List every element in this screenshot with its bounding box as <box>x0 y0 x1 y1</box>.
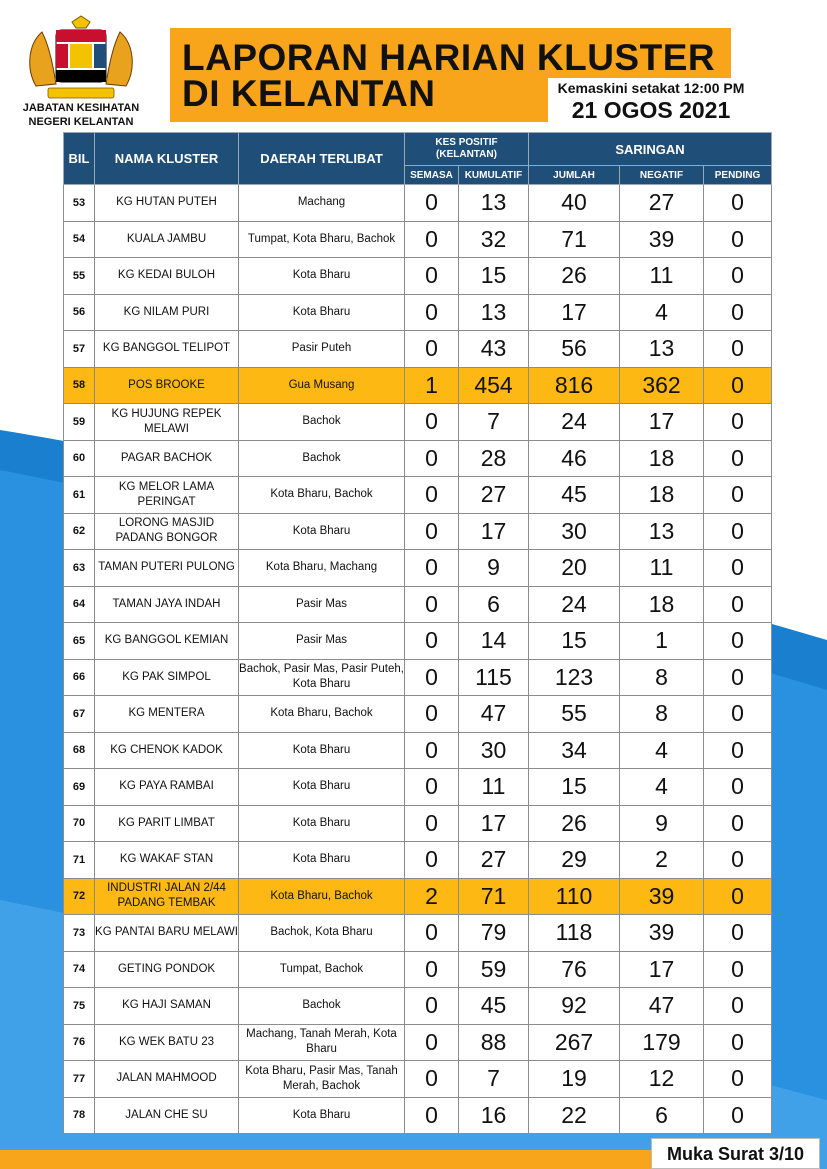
cell-cluster-name: KG MENTERA <box>95 696 239 733</box>
cell-district: Machang, Tanah Merah, Kota Bharu <box>239 1024 405 1061</box>
cell-current: 0 <box>405 623 459 660</box>
cell-cluster-name: KG WAKAF STAN <box>95 842 239 879</box>
cell-current: 0 <box>405 842 459 879</box>
cell-pending: 0 <box>704 331 772 368</box>
cluster-table <box>63 132 772 1134</box>
cell-cumulative: 16 <box>459 1097 529 1134</box>
table-row <box>64 294 772 331</box>
cell-bil: 70 <box>64 805 95 842</box>
cell-cluster-name: KG PAK SIMPOL <box>95 659 239 696</box>
cell-negative: 179 <box>620 1024 704 1061</box>
cell-total: 56 <box>529 331 620 368</box>
page-number: Muka Surat 3/10 <box>666 1144 805 1164</box>
cell-district: Tumpat, Kota Bharu, Bachok <box>239 221 405 258</box>
cell-cumulative: 88 <box>459 1024 529 1061</box>
cell-pending: 0 <box>704 915 772 952</box>
table-row <box>64 185 772 222</box>
cell-district: Pasir Mas <box>239 586 405 623</box>
cell-total: 22 <box>529 1097 620 1134</box>
cell-district: Pasir Mas <box>239 623 405 660</box>
cell-district: Kota Bharu <box>239 805 405 842</box>
cell-cluster-name: JALAN MAHMOOD <box>95 1061 239 1098</box>
agency-name <box>10 101 152 129</box>
cell-cumulative: 17 <box>459 805 529 842</box>
cell-pending: 0 <box>704 732 772 769</box>
cell-district: Kota Bharu, Machang <box>239 550 405 587</box>
cell-total: 92 <box>529 988 620 1025</box>
cell-total: 29 <box>529 842 620 879</box>
table-row <box>64 440 772 477</box>
cell-total: 76 <box>529 951 620 988</box>
cell-pending: 0 <box>704 367 772 404</box>
cell-cluster-name: KG HAJI SAMAN <box>95 988 239 1025</box>
cell-negative: 1 <box>620 623 704 660</box>
cell-bil: 59 <box>64 404 95 441</box>
cell-total: 20 <box>529 550 620 587</box>
header-current: SEMASA <box>405 166 459 185</box>
cell-cluster-name: KG PAYA RAMBAI <box>95 769 239 806</box>
cell-cumulative: 43 <box>459 331 529 368</box>
cell-total: 24 <box>529 586 620 623</box>
cell-cumulative: 32 <box>459 221 529 258</box>
table-row <box>64 842 772 879</box>
cell-negative: 39 <box>620 221 704 258</box>
cell-district: Pasir Puteh <box>239 331 405 368</box>
cell-current: 2 <box>405 878 459 915</box>
cell-bil: 78 <box>64 1097 95 1134</box>
cell-cumulative: 13 <box>459 185 529 222</box>
table-row <box>64 331 772 368</box>
cell-cumulative: 14 <box>459 623 529 660</box>
cell-district: Gua Musang <box>239 367 405 404</box>
cell-bil: 53 <box>64 185 95 222</box>
cell-negative: 18 <box>620 586 704 623</box>
cell-pending: 0 <box>704 477 772 514</box>
cell-cluster-name: KG MELOR LAMA PERINGAT <box>95 477 239 514</box>
header-cluster-name: NAMA KLUSTER <box>95 133 239 185</box>
cell-current: 0 <box>405 951 459 988</box>
cell-cluster-name: TAMAN JAYA INDAH <box>95 586 239 623</box>
table-row <box>64 988 772 1025</box>
cell-total: 17 <box>529 294 620 331</box>
cell-cumulative: 28 <box>459 440 529 477</box>
page-number-box <box>651 1138 820 1169</box>
table-row <box>64 258 772 295</box>
table-row <box>64 878 772 915</box>
cell-bil: 74 <box>64 951 95 988</box>
cell-current: 0 <box>405 1097 459 1134</box>
cell-district: Kota Bharu, Pasir Mas, Tanah Merah, Bachok <box>239 1061 405 1098</box>
table-row <box>64 404 772 441</box>
malaysia-coat-of-arms-icon <box>22 14 140 104</box>
cell-district: Bachok <box>239 988 405 1025</box>
cell-total: 34 <box>529 732 620 769</box>
cell-cumulative: 79 <box>459 915 529 952</box>
cell-pending: 0 <box>704 550 772 587</box>
cell-negative: 362 <box>620 367 704 404</box>
cell-bil: 75 <box>64 988 95 1025</box>
cell-current: 0 <box>405 659 459 696</box>
cell-cluster-name: LORONG MASJID PADANG BONGOR <box>95 513 239 550</box>
cell-negative: 4 <box>620 732 704 769</box>
update-label: Kemaskini setakat 12:00 PM <box>557 80 745 96</box>
cell-total: 40 <box>529 185 620 222</box>
cell-cumulative: 59 <box>459 951 529 988</box>
cell-current: 0 <box>405 258 459 295</box>
cell-cumulative: 115 <box>459 659 529 696</box>
cell-current: 0 <box>405 404 459 441</box>
cell-cumulative: 27 <box>459 477 529 514</box>
cell-total: 15 <box>529 769 620 806</box>
cell-cumulative: 454 <box>459 367 529 404</box>
table-row <box>64 696 772 733</box>
header-cumulative: KUMULATIF <box>459 166 529 185</box>
cell-negative: 11 <box>620 550 704 587</box>
cell-total: 267 <box>529 1024 620 1061</box>
update-date-box <box>548 78 754 126</box>
cell-total: 71 <box>529 221 620 258</box>
cell-pending: 0 <box>704 951 772 988</box>
cell-pending: 0 <box>704 659 772 696</box>
cell-bil: 65 <box>64 623 95 660</box>
cell-current: 0 <box>405 221 459 258</box>
cell-pending: 0 <box>704 1061 772 1098</box>
cell-negative: 13 <box>620 513 704 550</box>
cell-negative: 4 <box>620 769 704 806</box>
cell-negative: 8 <box>620 696 704 733</box>
cell-pending: 0 <box>704 696 772 733</box>
cell-bil: 54 <box>64 221 95 258</box>
cell-current: 0 <box>405 440 459 477</box>
cell-pending: 0 <box>704 1024 772 1061</box>
cell-negative: 13 <box>620 331 704 368</box>
cell-pending: 0 <box>704 805 772 842</box>
cell-negative: 18 <box>620 440 704 477</box>
cell-cluster-name: KUALA JAMBU <box>95 221 239 258</box>
cell-total: 26 <box>529 258 620 295</box>
cell-cumulative: 17 <box>459 513 529 550</box>
cell-bil: 55 <box>64 258 95 295</box>
cell-pending: 0 <box>704 842 772 879</box>
cell-pending: 0 <box>704 258 772 295</box>
cell-cluster-name: KG NILAM PURI <box>95 294 239 331</box>
cell-total: 55 <box>529 696 620 733</box>
cell-district: Kota Bharu <box>239 842 405 879</box>
table-row <box>64 659 772 696</box>
cell-bil: 60 <box>64 440 95 477</box>
cell-cluster-name: KG CHENOK KADOK <box>95 732 239 769</box>
cell-negative: 6 <box>620 1097 704 1134</box>
cell-bil: 67 <box>64 696 95 733</box>
cell-negative: 39 <box>620 878 704 915</box>
cell-bil: 63 <box>64 550 95 587</box>
cell-total: 123 <box>529 659 620 696</box>
cell-cluster-name: KG HUTAN PUTEH <box>95 185 239 222</box>
cell-current: 0 <box>405 915 459 952</box>
cell-current: 0 <box>405 769 459 806</box>
cell-cumulative: 45 <box>459 988 529 1025</box>
cell-bil: 73 <box>64 915 95 952</box>
cell-cumulative: 11 <box>459 769 529 806</box>
report-title-line-1: LAPORAN HARIAN KLUSTER <box>182 37 716 78</box>
cell-pending: 0 <box>704 988 772 1025</box>
cell-current: 0 <box>405 1061 459 1098</box>
cell-cumulative: 30 <box>459 732 529 769</box>
cell-cumulative: 27 <box>459 842 529 879</box>
cell-cumulative: 47 <box>459 696 529 733</box>
cell-current: 0 <box>405 331 459 368</box>
cell-cluster-name: TAMAN PUTERI PULONG <box>95 550 239 587</box>
table-row <box>64 586 772 623</box>
cell-cumulative: 7 <box>459 404 529 441</box>
header-pending: PENDING <box>704 166 772 185</box>
cell-bil: 66 <box>64 659 95 696</box>
table-row <box>64 1097 772 1134</box>
cell-cumulative: 9 <box>459 550 529 587</box>
cell-bil: 76 <box>64 1024 95 1061</box>
cell-bil: 69 <box>64 769 95 806</box>
header-positive-cases: KES POSITIF (KELANTAN) <box>405 133 529 166</box>
cell-pending: 0 <box>704 586 772 623</box>
cell-pending: 0 <box>704 878 772 915</box>
cell-bil: 72 <box>64 878 95 915</box>
cell-bil: 77 <box>64 1061 95 1098</box>
agency-line-2: NEGERI KELANTAN <box>28 116 134 128</box>
cell-cumulative: 13 <box>459 294 529 331</box>
table-row <box>64 1061 772 1098</box>
cell-total: 110 <box>529 878 620 915</box>
cell-bil: 57 <box>64 331 95 368</box>
table-row <box>64 769 772 806</box>
cell-cluster-name: GETING PONDOK <box>95 951 239 988</box>
table-row <box>64 805 772 842</box>
cell-negative: 17 <box>620 951 704 988</box>
cell-district: Kota Bharu <box>239 513 405 550</box>
cell-cluster-name: KG KEDAI BULOH <box>95 258 239 295</box>
cell-cluster-name: KG WEK BATU 23 <box>95 1024 239 1061</box>
cell-total: 15 <box>529 623 620 660</box>
cell-cumulative: 7 <box>459 1061 529 1098</box>
cell-negative: 27 <box>620 185 704 222</box>
table-row <box>64 550 772 587</box>
cell-cumulative: 15 <box>459 258 529 295</box>
cell-current: 0 <box>405 185 459 222</box>
cell-district: Kota Bharu <box>239 258 405 295</box>
cell-district: Bachok <box>239 440 405 477</box>
cell-pending: 0 <box>704 404 772 441</box>
bottom-accent-strip <box>0 1150 651 1169</box>
cell-bil: 71 <box>64 842 95 879</box>
cell-cluster-name: POS BROOKE <box>95 367 239 404</box>
cell-district: Kota Bharu <box>239 732 405 769</box>
cell-district: Machang <box>239 185 405 222</box>
cell-bil: 58 <box>64 367 95 404</box>
table-row <box>64 221 772 258</box>
cell-pending: 0 <box>704 221 772 258</box>
cell-district: Kota Bharu <box>239 1097 405 1134</box>
cell-district: Kota Bharu <box>239 294 405 331</box>
cell-bil: 62 <box>64 513 95 550</box>
agency-line-1: JABATAN KESIHATAN <box>22 102 140 114</box>
table-row <box>64 951 772 988</box>
cell-current: 0 <box>405 732 459 769</box>
cell-negative: 8 <box>620 659 704 696</box>
cell-district: Tumpat, Bachok <box>239 951 405 988</box>
cell-pending: 0 <box>704 623 772 660</box>
cell-total: 45 <box>529 477 620 514</box>
cell-negative: 12 <box>620 1061 704 1098</box>
header-bil: BIL <box>64 133 95 185</box>
cell-current: 0 <box>405 696 459 733</box>
cell-bil: 68 <box>64 732 95 769</box>
cell-current: 0 <box>405 586 459 623</box>
cell-pending: 0 <box>704 185 772 222</box>
table-row <box>64 1024 772 1061</box>
cell-current: 0 <box>405 294 459 331</box>
header-screening: SARINGAN <box>529 133 772 166</box>
cell-total: 26 <box>529 805 620 842</box>
cell-cluster-name: KG BANGGOL TELIPOT <box>95 331 239 368</box>
cell-total: 24 <box>529 404 620 441</box>
cell-total: 19 <box>529 1061 620 1098</box>
cell-negative: 9 <box>620 805 704 842</box>
cell-negative: 11 <box>620 258 704 295</box>
cell-district: Bachok, Pasir Mas, Pasir Puteh, Kota Bharu <box>239 659 405 696</box>
cell-district: Bachok, Kota Bharu <box>239 915 405 952</box>
header-negative: NEGATIF <box>620 166 704 185</box>
cell-bil: 61 <box>64 477 95 514</box>
report-title-line-2: DI KELANTAN <box>182 73 436 114</box>
cell-current: 1 <box>405 367 459 404</box>
cell-bil: 56 <box>64 294 95 331</box>
cell-current: 0 <box>405 805 459 842</box>
cell-total: 30 <box>529 513 620 550</box>
cell-cluster-name: KG HUJUNG REPEK MELAWI <box>95 404 239 441</box>
cell-total: 46 <box>529 440 620 477</box>
cell-total: 118 <box>529 915 620 952</box>
table-row <box>64 367 772 404</box>
cell-current: 0 <box>405 988 459 1025</box>
cell-cluster-name: JALAN CHE SU <box>95 1097 239 1134</box>
cell-district: Kota Bharu, Bachok <box>239 477 405 514</box>
cell-pending: 0 <box>704 513 772 550</box>
cell-pending: 0 <box>704 440 772 477</box>
cell-current: 0 <box>405 1024 459 1061</box>
cell-negative: 17 <box>620 404 704 441</box>
cell-pending: 0 <box>704 294 772 331</box>
cluster-table-body <box>64 185 772 1134</box>
cell-negative: 2 <box>620 842 704 879</box>
header-district: DAERAH TERLIBAT <box>239 133 405 185</box>
cell-cumulative: 6 <box>459 586 529 623</box>
cell-district: Kota Bharu, Bachok <box>239 696 405 733</box>
cell-cumulative: 71 <box>459 878 529 915</box>
cell-current: 0 <box>405 513 459 550</box>
header-total: JUMLAH <box>529 166 620 185</box>
table-row <box>64 513 772 550</box>
table-row <box>64 732 772 769</box>
cell-negative: 39 <box>620 915 704 952</box>
cell-cluster-name: INDUSTRI JALAN 2/44 PADANG TEMBAK <box>95 878 239 915</box>
cell-district: Kota Bharu, Bachok <box>239 878 405 915</box>
cell-district: Bachok <box>239 404 405 441</box>
cell-negative: 18 <box>620 477 704 514</box>
cell-total: 816 <box>529 367 620 404</box>
cell-cluster-name: PAGAR BACHOK <box>95 440 239 477</box>
cell-current: 0 <box>405 477 459 514</box>
cell-pending: 0 <box>704 769 772 806</box>
cell-cluster-name: KG PARIT LIMBAT <box>95 805 239 842</box>
cell-pending: 0 <box>704 1097 772 1134</box>
report-date: 21 OGOS 2021 <box>571 97 731 123</box>
cell-cluster-name: KG BANGGOL KEMIAN <box>95 623 239 660</box>
table-row <box>64 477 772 514</box>
cell-bil: 64 <box>64 586 95 623</box>
table-row <box>64 915 772 952</box>
cell-district: Kota Bharu <box>239 769 405 806</box>
cell-negative: 4 <box>620 294 704 331</box>
cell-current: 0 <box>405 550 459 587</box>
cell-negative: 47 <box>620 988 704 1025</box>
table-row <box>64 623 772 660</box>
cell-cluster-name: KG PANTAI BARU MELAWI <box>95 915 239 952</box>
